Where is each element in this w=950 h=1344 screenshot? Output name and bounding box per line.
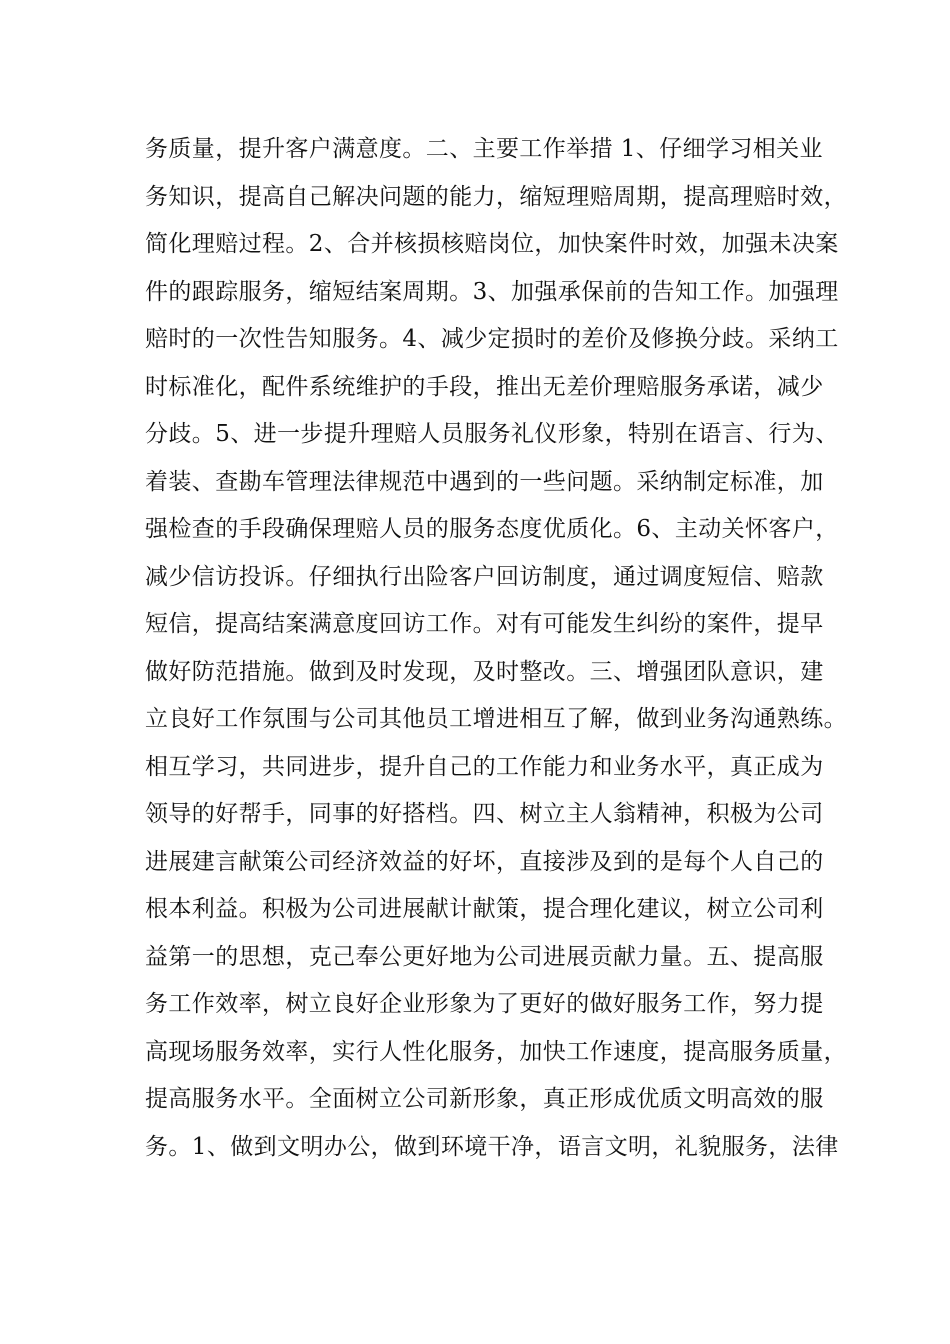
text-line: 提高服务水平。全面树立公司新形象，真正形成优质文明高效的服: [145, 1086, 824, 1112]
text-line: 根本利益。积极为公司进展献计献策，提合理化建议，树立公司利: [145, 896, 824, 922]
text-line: 件的跟踪服务，缩短结案周期。3、加强承保前的告知工作。加强理: [145, 278, 839, 305]
text-line: 务工作效率，树立良好企业形象为了更好的做好服务工作，努力提: [145, 991, 824, 1017]
body-text: [145, 126, 847, 1171]
text-line: 短信，提高结案满意度回访工作。对有可能发生纠纷的案件，提早: [145, 611, 824, 637]
text-line: 强检查的手段确保理赔人员的服务态度优质化。6、主动关怀客户，: [145, 516, 839, 542]
text-line: 益第一的思想，克己奉公更好地为公司进展贡献力量。五、提高服: [145, 943, 824, 970]
text-line: 务知识，提高自己解决问题的能力，缩短理赔周期，提高理赔时效，: [145, 183, 847, 210]
text-line: 相互学习，共同进步，提升自己的工作能力和业务水平，真正成为: [145, 753, 824, 780]
text-line: 做好防范措施。做到及时发现，及时整改。三、增强团队意识，建: [145, 658, 824, 685]
text-line: 立良好工作氛围与公司其他员工增进相互了解，做到业务沟通熟练。: [145, 706, 847, 732]
text-line: 时标准化，配件系统维护的手段，推出无差价理赔服务承诺，减少: [145, 373, 824, 400]
text-line: 减少信访投诉。仔细执行出险客户回访制度，通过调度短信、赔款: [145, 563, 824, 590]
text-line: 分歧。5、进一步提升理赔人员服务礼仪形象，特别在语言、行为、: [145, 421, 839, 447]
text-line: 简化理赔过程。2、合并核损核赔岗位，加快案件时效，加强未决案: [145, 231, 839, 257]
text-line: 进展建言献策公司经济效益的好坏，直接涉及到的是每个人自己的: [145, 848, 824, 875]
text-line: 赔时的一次性告知服务。4、减少定损时的差价及修换分歧。采纳工: [145, 326, 839, 352]
text-line: 着装、查勘车管理法律规范中遇到的一些问题。采纳制定标准，加: [145, 468, 824, 495]
text-line: 高现场服务效率，实行人性化服务，加快工作速度，提高服务质量，: [145, 1038, 847, 1065]
text-line: 领导的好帮手，同事的好搭档。四、树立主人翁精神，积极为公司: [145, 801, 824, 827]
text-line: 务质量，提升客户满意度。二、主要工作举措 1、仔细学习相关业: [145, 136, 823, 162]
text-line: 务。1、做到文明办公，做到环境干净，语言文明，礼貌服务，法律: [145, 1133, 839, 1160]
